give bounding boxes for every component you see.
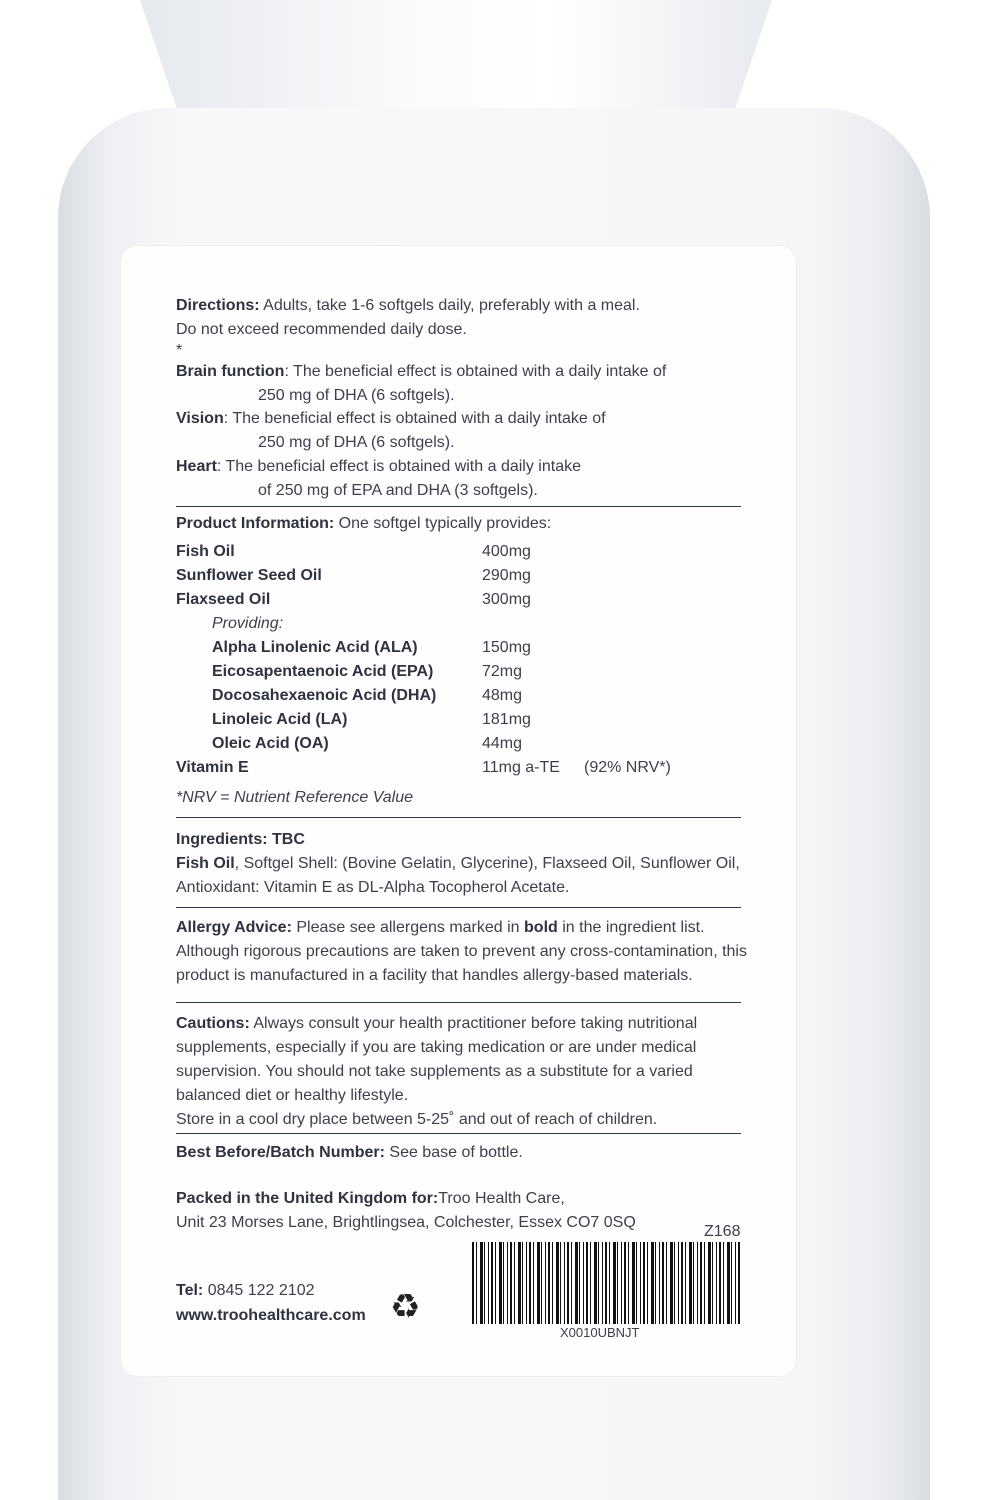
- barcode: [472, 1242, 740, 1324]
- sub-nutrient-amount: 48mg: [482, 687, 523, 704]
- sub-nutrient-amount: 181mg: [482, 711, 531, 728]
- barcode-text: X0010UBNJT: [560, 1325, 640, 1340]
- claim-heart-line2: of 250 mg of EPA and DHA (3 softgels).: [258, 482, 538, 499]
- claim-brain: Brain function: The beneficial effect is obtained with a daily intake of: [176, 363, 667, 380]
- sub-nutrient-amount: 44mg: [482, 735, 523, 752]
- divider: [176, 1002, 741, 1003]
- sub-nutrient-name: Linoleic Acid (LA): [212, 711, 348, 728]
- sub-nutrient-amount: 72mg: [482, 663, 523, 680]
- ingredients-heading: Ingredients: TBC: [176, 831, 305, 848]
- best-before: Best Before/Batch Number: See base of bottle.: [176, 1144, 523, 1161]
- cautions-line5: Store in a cool dry place between 5-25˚ and out of reach of children.: [176, 1111, 658, 1128]
- bottle-cap: [140, 0, 772, 112]
- recycle-icon: ♻: [390, 1288, 421, 1326]
- nutrient-name: Sunflower Seed Oil: [176, 567, 322, 584]
- providing-label: Providing:: [212, 615, 284, 632]
- vitamin-e-nrv: (92% NRV*): [584, 759, 671, 776]
- directions-line1: Directions: Adults, take 1-6 softgels daily, preferably with a meal.: [176, 297, 640, 314]
- product-code: Z168: [704, 1223, 741, 1240]
- claim-vision: Vision: The beneficial effect is obtained with a daily intake of: [176, 410, 606, 427]
- cautions-line4: balanced diet or healthy lifestyle.: [176, 1087, 409, 1104]
- sub-nutrient-name: Oleic Acid (OA): [212, 735, 329, 752]
- sub-nutrient-name: Docosahexaenoic Acid (DHA): [212, 687, 437, 704]
- divider: [176, 506, 741, 507]
- claim-heart: Heart: The beneficial effect is obtained with a daily intake: [176, 458, 581, 475]
- packed-address: Unit 23 Morses Lane, Brightlingsea, Colchester, Essex CO7 0SQ: [176, 1214, 636, 1231]
- cautions-line3: supervision. You should not take supplements as a substitute for a varied: [176, 1063, 693, 1080]
- website: www.troohealthcare.com: [176, 1307, 366, 1324]
- nutrient-name: Flaxseed Oil: [176, 591, 271, 608]
- directions-line2: Do not exceed recommended daily dose.: [176, 321, 467, 338]
- divider: [176, 1133, 741, 1134]
- sub-nutrient-name: Alpha Linolenic Acid (ALA): [212, 639, 418, 656]
- claim-brain-line2: 250 mg of DHA (6 softgels).: [258, 387, 455, 404]
- divider: [176, 907, 741, 908]
- nutrient-amount: 300mg: [482, 591, 531, 608]
- nutrient-name: Fish Oil: [176, 543, 235, 560]
- telephone: Tel: 0845 122 2102: [176, 1282, 315, 1299]
- ingredients-line2: Antioxidant: Vitamin E as DL-Alpha Tocopherol Acetate.: [176, 879, 570, 896]
- allergy-line1: Allergy Advice: Please see allergens marked in bold in the ingredient list.: [176, 919, 705, 936]
- nrv-footnote: *NRV = Nutrient Reference Value: [176, 789, 414, 806]
- vitamin-e-amount: 11mg a-TE: [482, 759, 560, 776]
- nutrient-amount: 400mg: [482, 543, 531, 560]
- ingredients-line1: Fish Oil, Softgel Shell: (Bovine Gelatin, Glycerine), Flaxseed Oil, Sunflower Oil,: [176, 855, 740, 872]
- nutrient-amount: 290mg: [482, 567, 531, 584]
- cautions-line2: supplements, especially if you are taking medication or are under medical: [176, 1039, 697, 1056]
- directions-asterisk: *: [176, 342, 183, 359]
- packed-line1: Packed in the United Kingdom for:Troo Health Care,: [176, 1190, 565, 1207]
- claim-vision-line2: 250 mg of DHA (6 softgels).: [258, 434, 455, 451]
- vitamin-e-name: Vitamin E: [176, 759, 249, 776]
- cautions-line1: Cautions: Always consult your health practitioner before taking nutritional: [176, 1015, 698, 1032]
- divider: [176, 817, 741, 818]
- allergy-line2: Although rigorous precautions are taken to prevent any cross-contamination, this: [176, 943, 747, 960]
- product-info-heading: Product Information: One softgel typically provides:: [176, 515, 552, 532]
- sub-nutrient-name: Eicosapentaenoic Acid (EPA): [212, 663, 434, 680]
- sub-nutrient-amount: 150mg: [482, 639, 531, 656]
- allergy-line3: product is manufactured in a facility that handles allergy-based materials.: [176, 967, 693, 984]
